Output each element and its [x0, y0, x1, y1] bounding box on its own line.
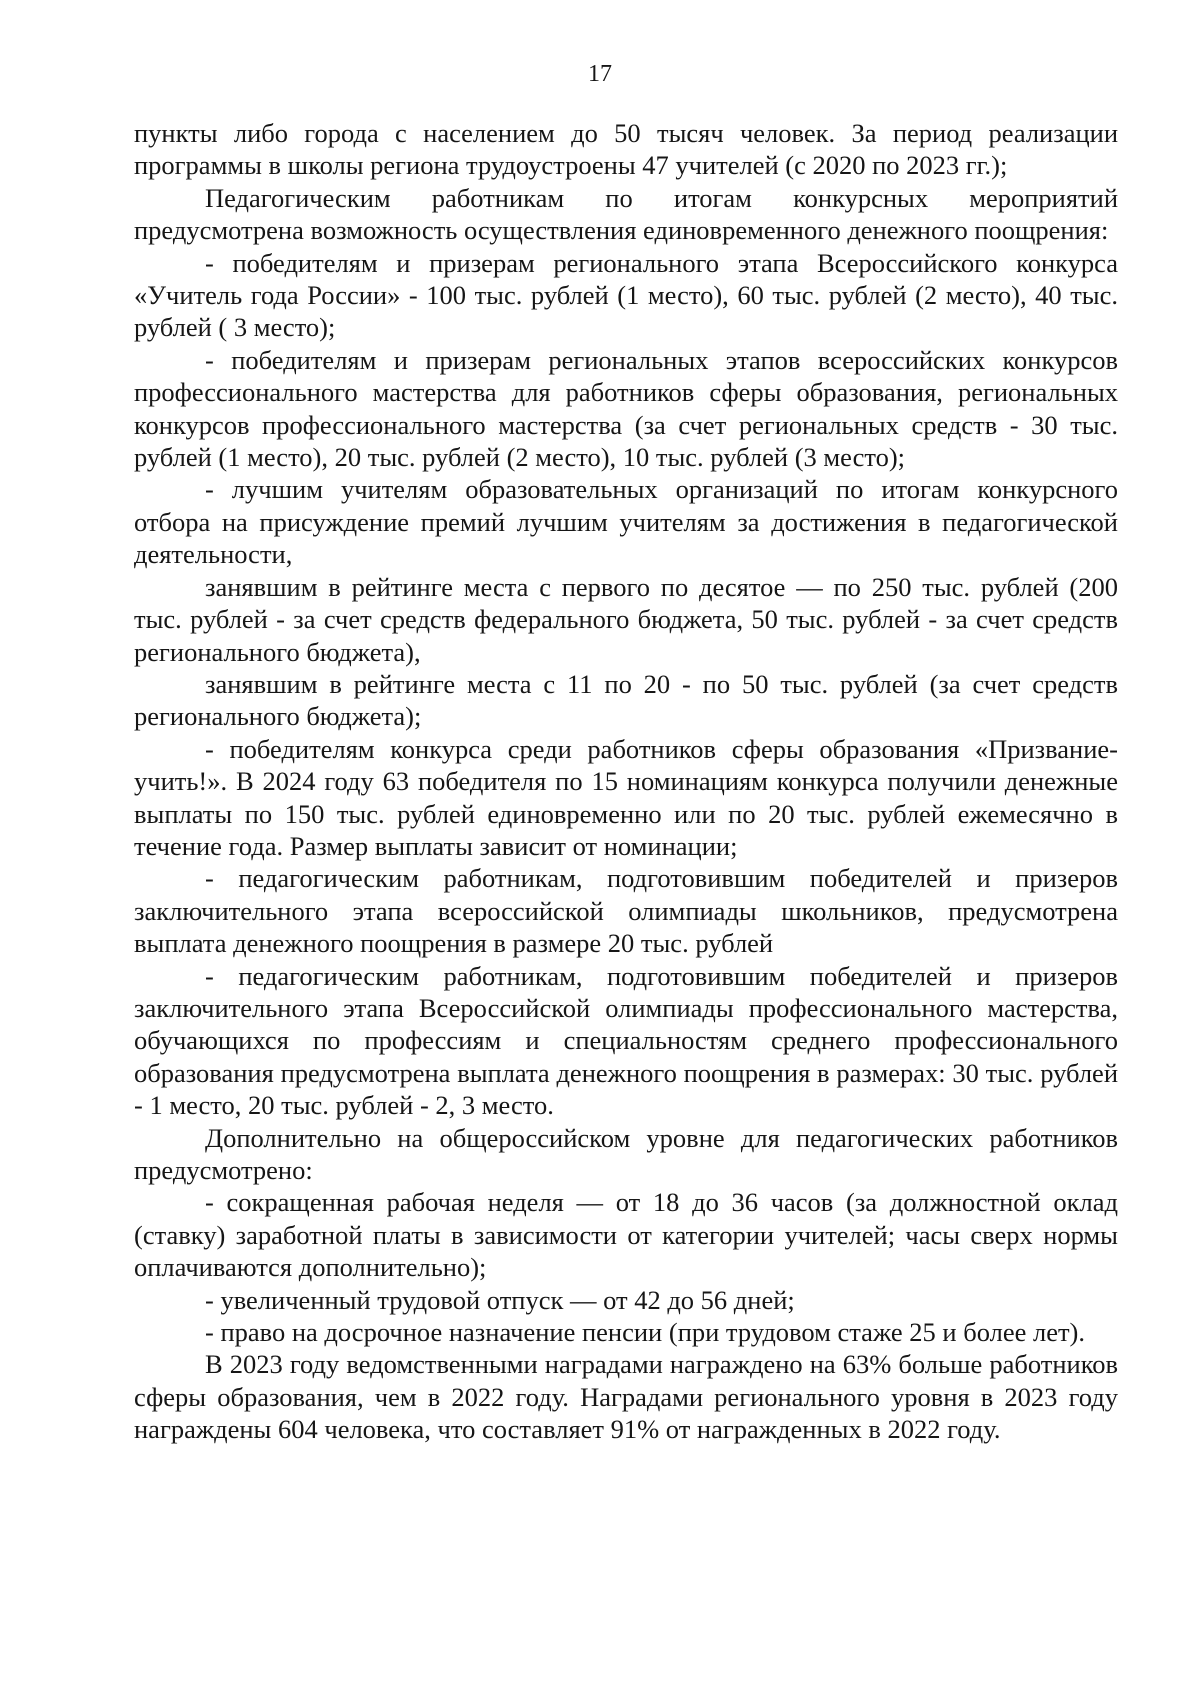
list-item: - лучшим учителям образовательных организаций по итогам конкурсного отбора на присуждение премий лучшим учителям за достижения в педагогической деятельности,	[134, 474, 1118, 570]
list-item: - педагогическим работникам, подготовившим победителей и призеров заключительного этапа Всероссийской олимпиады профессионального мастерства, обучающихся по профессиям и специальностям среднего профессионального образования предусмотрена выплата денежного поощрения в размерах: 30 тыс. рублей - 1 место, 20 тыс. рублей - 2, 3 место.	[134, 960, 1118, 1121]
list-item: - педагогическим работникам, подготовившим победителей и призеров заключительного этапа всероссийской олимпиады школьников, предусмотрена выплата денежного поощрения в размере 20 тыс. рублей	[134, 863, 1118, 959]
paragraph: занявшим в рейтинге места с 11 по 20 - по 50 тыс. рублей (за счет средств регионального бюджета);	[134, 668, 1118, 732]
list-item: - сокращенная рабочая неделя — от 18 до 36 часов (за должностной оклад (ставку) заработной платы в зависимости от категории учителей; часы сверх нормы оплачиваются дополнительно);	[134, 1187, 1118, 1283]
paragraph: В 2023 году ведомственными наградами награждено на 63% больше работников сферы образования, чем в 2022 году. Наградами регионального уровня в 2023 году награждены 604 человека, что составляет 91% от награжденных в 2022 году.	[134, 1349, 1118, 1445]
paragraph: Педагогическим работникам по итогам конкурсных мероприятий предусмотрена возможность осуществления единовременного денежного поощрения:	[134, 182, 1118, 246]
list-item: - увеличенный трудовой отпуск — от 42 до 56 дней;	[205, 1284, 795, 1315]
list-item: - победителям конкурса среди работников сферы образования «Призвание-учить!». В 2024 году 63 победителя по 15 номинациям конкурса получили денежные выплаты по 150 тыс. рублей единовременно или по 20 тыс. рублей ежемесячно в течение года. Размер выплаты зависит от номинации;	[134, 733, 1118, 861]
paragraph: пункты либо города с населением до 50 тысяч человек. За период реализации программы в школы региона трудоустроены 47 учителей (с 2020 по 2023 гг.);	[134, 118, 1118, 181]
list-item: - победителям и призерам регионального этапа Всероссийского конкурса «Учитель года России» - 100 тыс. рублей (1 место), 60 тыс. рублей (2 место), 40 тыс. рублей ( 3 место);	[134, 247, 1118, 343]
page-number: 17	[588, 61, 612, 87]
list-item: - право на досрочное назначение пенсии (при трудовом стаже 25 и более лет).	[205, 1317, 1085, 1348]
paragraph: Дополнительно на общероссийском уровне для педагогических работников предусмотрено:	[134, 1122, 1118, 1185]
paragraph: занявшим в рейтинге места с первого по десятое — по 250 тыс. рублей (200 тыс. рублей - за счет средств федерального бюджета, 50 тыс. рублей - за счет средств регионального бюджета),	[134, 571, 1118, 667]
list-item: - победителям и призерам региональных этапов всероссийских конкурсов профессионального мастерства для работников сферы образования, региональных конкурсов профессионального мастерства (за счет региональных средств - 30 тыс. рублей (1 место), 20 тыс. рублей (2 место), 10 тыс. рублей (3 место);	[134, 344, 1118, 473]
document-body	[134, 117, 1118, 1446]
